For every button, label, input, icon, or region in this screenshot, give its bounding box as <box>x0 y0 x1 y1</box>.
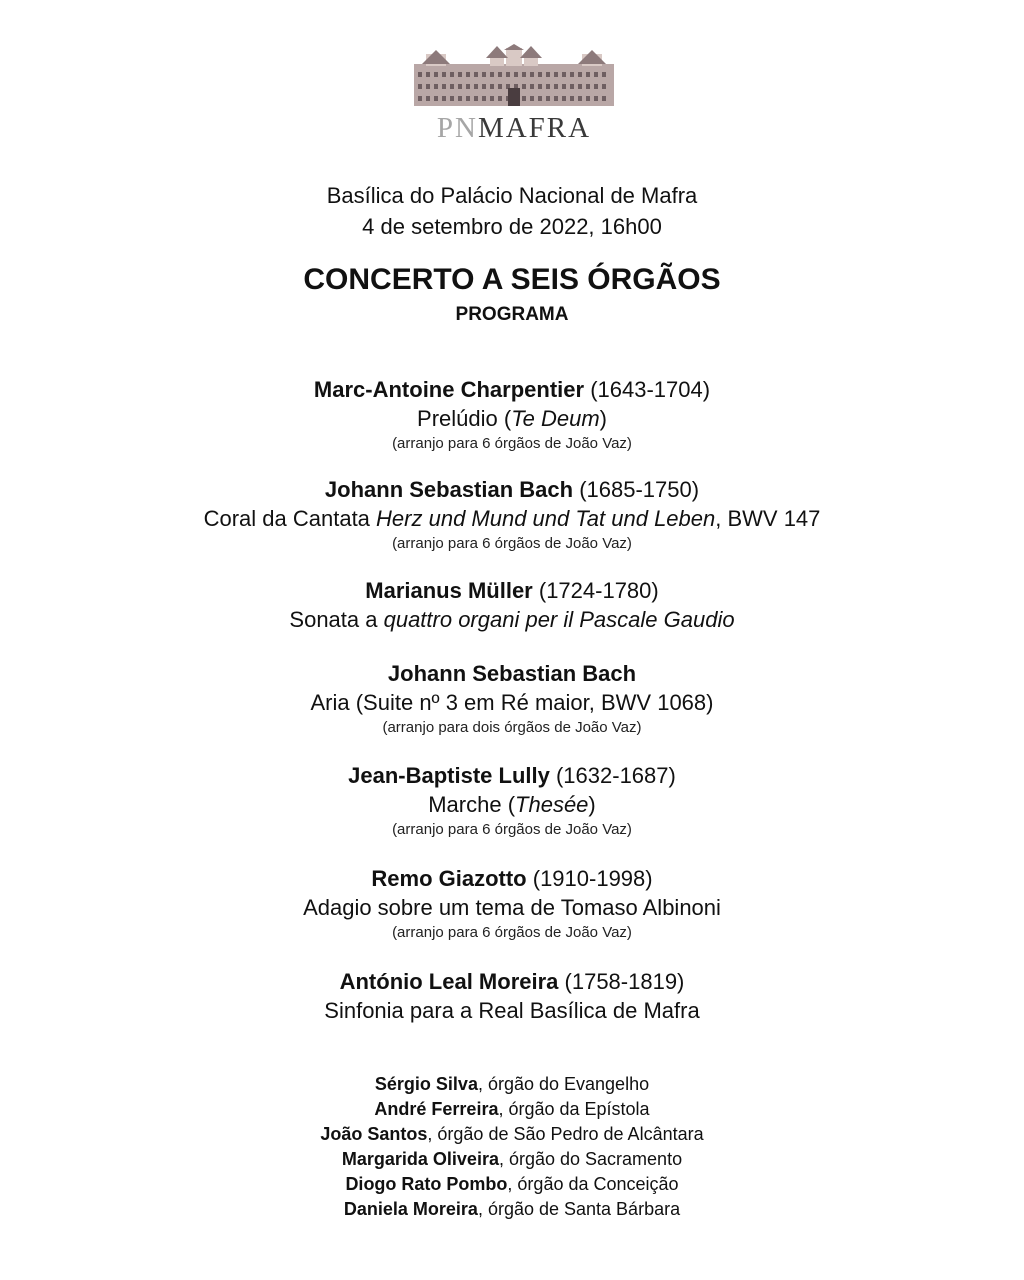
composer-dates: (1643-1704) <box>584 377 711 402</box>
performer-role: , órgão de São Pedro de Alcântara <box>427 1124 704 1144</box>
performer-line <box>0 1147 1024 1172</box>
program-item <box>0 375 1024 454</box>
work-italic: Thesée <box>515 792 589 817</box>
program-item <box>0 576 1024 634</box>
composer-name: Marianus Müller <box>365 578 533 603</box>
composer-line <box>0 967 1024 996</box>
arrangement-note: (arranjo para 6 órgãos de João Vaz) <box>392 535 632 552</box>
performer-name: Daniela Moreira <box>343 1199 478 1219</box>
program-item <box>0 864 1024 943</box>
composer-line <box>0 761 1024 790</box>
work-text: Marche ( <box>428 792 516 817</box>
composer-dates: (1685-1750) <box>573 477 700 502</box>
work-italic: quattro organi per il Pascale Gaudio <box>383 607 735 632</box>
work-title: Sinfonia para a Real Basílica de Mafra <box>324 998 700 1023</box>
performer-name: Sérgio Silva <box>374 1074 478 1094</box>
work-text-end: ) <box>588 792 596 817</box>
logo-wordmark <box>412 112 616 145</box>
palace-logo-icon <box>412 44 616 108</box>
work-title: Aria (Suite nº 3 em Ré maior, BWV 1068) <box>310 690 714 715</box>
work-title <box>0 790 1024 819</box>
work-italic: Herz und Mund und Tat und Leben <box>376 506 716 531</box>
performer-role: , órgão de Santa Bárbara <box>477 1199 681 1219</box>
composer-line <box>0 576 1024 605</box>
performer-name: Margarida Oliveira <box>341 1149 499 1169</box>
composer-name: Jean-Baptiste Lully <box>348 763 550 788</box>
logo-text-mafra: MAFRA <box>477 112 592 144</box>
performer-line <box>0 1097 1024 1122</box>
composer-line <box>0 864 1024 893</box>
logo-text-pn: PN <box>436 112 478 144</box>
work-title <box>0 504 1024 533</box>
performer-name: André Ferreira <box>374 1099 499 1119</box>
work-text: Coral da Cantata <box>203 506 377 531</box>
performer-line <box>0 1072 1024 1097</box>
composer-line <box>0 475 1024 504</box>
performer-line <box>0 1122 1024 1147</box>
work-text: Prelúdio ( <box>417 406 512 431</box>
work-text: Sonata a <box>289 607 384 632</box>
venue-block <box>0 180 1024 242</box>
arrangement-note: (arranjo para 6 órgãos de João Vaz) <box>392 821 632 838</box>
composer-name: António Leal Moreira <box>339 969 559 994</box>
arrangement-note: (arranjo para dois órgãos de João Vaz) <box>382 719 642 736</box>
program-item <box>0 967 1024 1025</box>
performers-list <box>0 1072 1024 1222</box>
composer-name: Johann Sebastian Bach <box>387 661 637 686</box>
work-italic: Te Deum <box>511 406 600 431</box>
work-text-end: , BWV 147 <box>715 506 821 531</box>
program-item <box>0 475 1024 554</box>
arrangement-note: (arranjo para 6 órgãos de João Vaz) <box>392 435 632 452</box>
composer-name: Remo Giazotto <box>371 866 527 891</box>
composer-dates: (1632-1687) <box>549 763 676 788</box>
composer-line <box>0 659 1024 688</box>
event-date: 4 de setembro de 2022, 16h00 <box>362 214 662 239</box>
work-title <box>0 605 1024 634</box>
program-item <box>0 659 1024 738</box>
performer-role: , órgão do Sacramento <box>498 1149 683 1169</box>
page-subtitle: PROGRAMA <box>455 304 569 325</box>
program-item <box>0 761 1024 840</box>
performer-name: João Santos <box>320 1124 428 1144</box>
performer-role: , órgão da Epístola <box>498 1099 650 1119</box>
page-title: CONCERTO A SEIS ÓRGÃOS <box>303 263 721 296</box>
performer-role: , órgão do Evangelho <box>477 1074 650 1094</box>
venue-name: Basílica do Palácio Nacional de Mafra <box>326 183 698 208</box>
composer-dates: (1724-1780) <box>532 578 659 603</box>
performer-role: , órgão da Conceição <box>507 1174 679 1194</box>
performer-line <box>0 1197 1024 1222</box>
composer-dates: (1758-1819) <box>558 969 685 994</box>
performer-name: Diogo Rato Pombo <box>345 1174 508 1194</box>
performer-line <box>0 1172 1024 1197</box>
composer-line <box>0 375 1024 404</box>
arrangement-note: (arranjo para 6 órgãos de João Vaz) <box>392 924 632 941</box>
composer-name: Marc-Antoine Charpentier <box>313 377 585 402</box>
composer-name: Johann Sebastian Bach <box>324 477 574 502</box>
work-title: Adagio sobre um tema de Tomaso Albinoni <box>303 895 721 920</box>
work-text-end: ) <box>599 406 607 431</box>
composer-dates: (1910-1998) <box>526 866 653 891</box>
work-title <box>0 404 1024 433</box>
